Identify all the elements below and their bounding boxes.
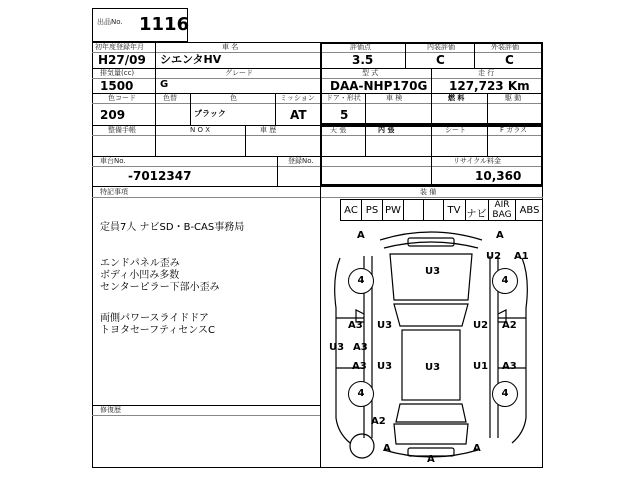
doors-value: 5 [340,108,349,122]
chassis-label: 車台No. [100,157,126,165]
cc-label: 排気量(cc) [100,69,135,77]
note-line: エンドパネル歪み [100,258,180,269]
interior-trim-label: 内 張 [378,126,395,134]
damage-rear: A2 [371,416,386,427]
damage-right-fender: U2 [486,251,502,262]
reg-label: 登録No. [288,157,314,165]
score-value: 3.5 [352,53,374,67]
colorcode-label: 色コード [108,94,136,102]
equip-tv: TV [447,205,461,216]
cc-value: 1500 [100,79,134,93]
damage-front-right: A [496,230,504,241]
fuel-label: 燃 料 [448,94,465,102]
damage-rear-left: A [383,443,391,454]
interior-label: 内装評価 [427,43,455,51]
interior-value: C [436,53,445,67]
tire-front-right: 4 [492,268,518,294]
history-label: 車 歴 [260,126,277,134]
tire-rear-right: 4 [492,381,518,407]
exterior-label: 外装評価 [491,43,519,51]
damage-left-door: A3 [348,320,363,331]
model-label: 車 名 [222,43,239,51]
damage-rear-center: A [427,454,435,465]
equip-airbag: AIR BAG [492,200,512,220]
roof-label: 天 張 [330,126,347,134]
grade-label: グレード [225,69,253,77]
equip-ps: PS [365,205,379,216]
damage-left-rear: U3 [377,361,393,372]
recycle-label: リサイクル料金 [453,157,502,165]
drive-label: 駆 動 [505,94,522,102]
year-label: 初年度登録年月 [95,43,144,51]
note-line: トヨタセーフティセンスC [100,325,215,336]
damage-left-sill: U3 [329,342,345,353]
tire-front-left: 4 [348,268,374,294]
notes-label: 特記事項 [100,188,128,196]
note-line: ボディ小凹み多数 [100,270,180,281]
damage-right-fender: A1 [514,251,529,262]
damage-rear-right: A [473,443,481,454]
equipment-label: 装 備 [420,188,437,196]
mileage-value: 127,723 Km [449,79,530,93]
lot-box [92,8,188,42]
glass-label: F ガラス [500,126,528,134]
recycle-value: 10,360 [475,169,522,183]
nox-label: N O X [190,126,210,134]
grade-value: G [160,79,169,90]
damage-right-door: A2 [502,320,517,331]
damage-left-rear: A3 [352,361,367,372]
equip-pw: PW [385,205,401,216]
note-line: センターピラー下部小歪み [100,282,220,293]
colortype-label: 色替 [163,94,177,102]
score-label: 評価点 [350,43,371,51]
colorcode-value: 209 [100,108,126,122]
equip-abs: ABS [519,205,540,216]
model-value: シエンタHV [160,53,222,66]
chassis-value: -7012347 [128,169,192,183]
manual-label: 整備手帳 [108,126,136,134]
color-value: ブラック [194,109,226,118]
damage-right-rear: U1 [473,361,489,372]
color-label: 色 [230,94,237,102]
damage-roof: U3 [425,362,441,373]
mileage-label: 走 行 [478,69,495,77]
trans-value: AT [290,108,307,122]
trans-label: ミッション [280,94,315,102]
damage-right-rear: A3 [502,361,517,372]
equip-navi: ナビ [466,209,487,220]
tire-rear-left: 4 [348,381,374,407]
damage-left-sill: A3 [353,342,368,353]
year-value: H27/09 [98,53,146,67]
type-value: DAA-NHP170G [330,79,428,93]
lot-label: 出品No. [97,18,123,26]
note-line: 定員7人 ナビSD・B-CAS事務局 [100,222,245,233]
damage-right-door: U2 [473,320,489,331]
equip-ac: AC [344,205,358,216]
lot-number: 1116 [139,14,190,35]
exterior-value: C [505,53,514,67]
repair-label: 修復歴 [100,406,121,414]
seat-label: シート [445,126,466,134]
doors-label: ドア・形状 [326,94,361,102]
damage-front-left: A [357,230,365,241]
note-line: 両側パワースライドドア [100,313,209,324]
damage-bonnet: U3 [425,266,441,277]
damage-left-door: U3 [377,320,393,331]
type-label: 型 式 [362,69,379,77]
inspection-label: 車 検 [386,94,403,102]
